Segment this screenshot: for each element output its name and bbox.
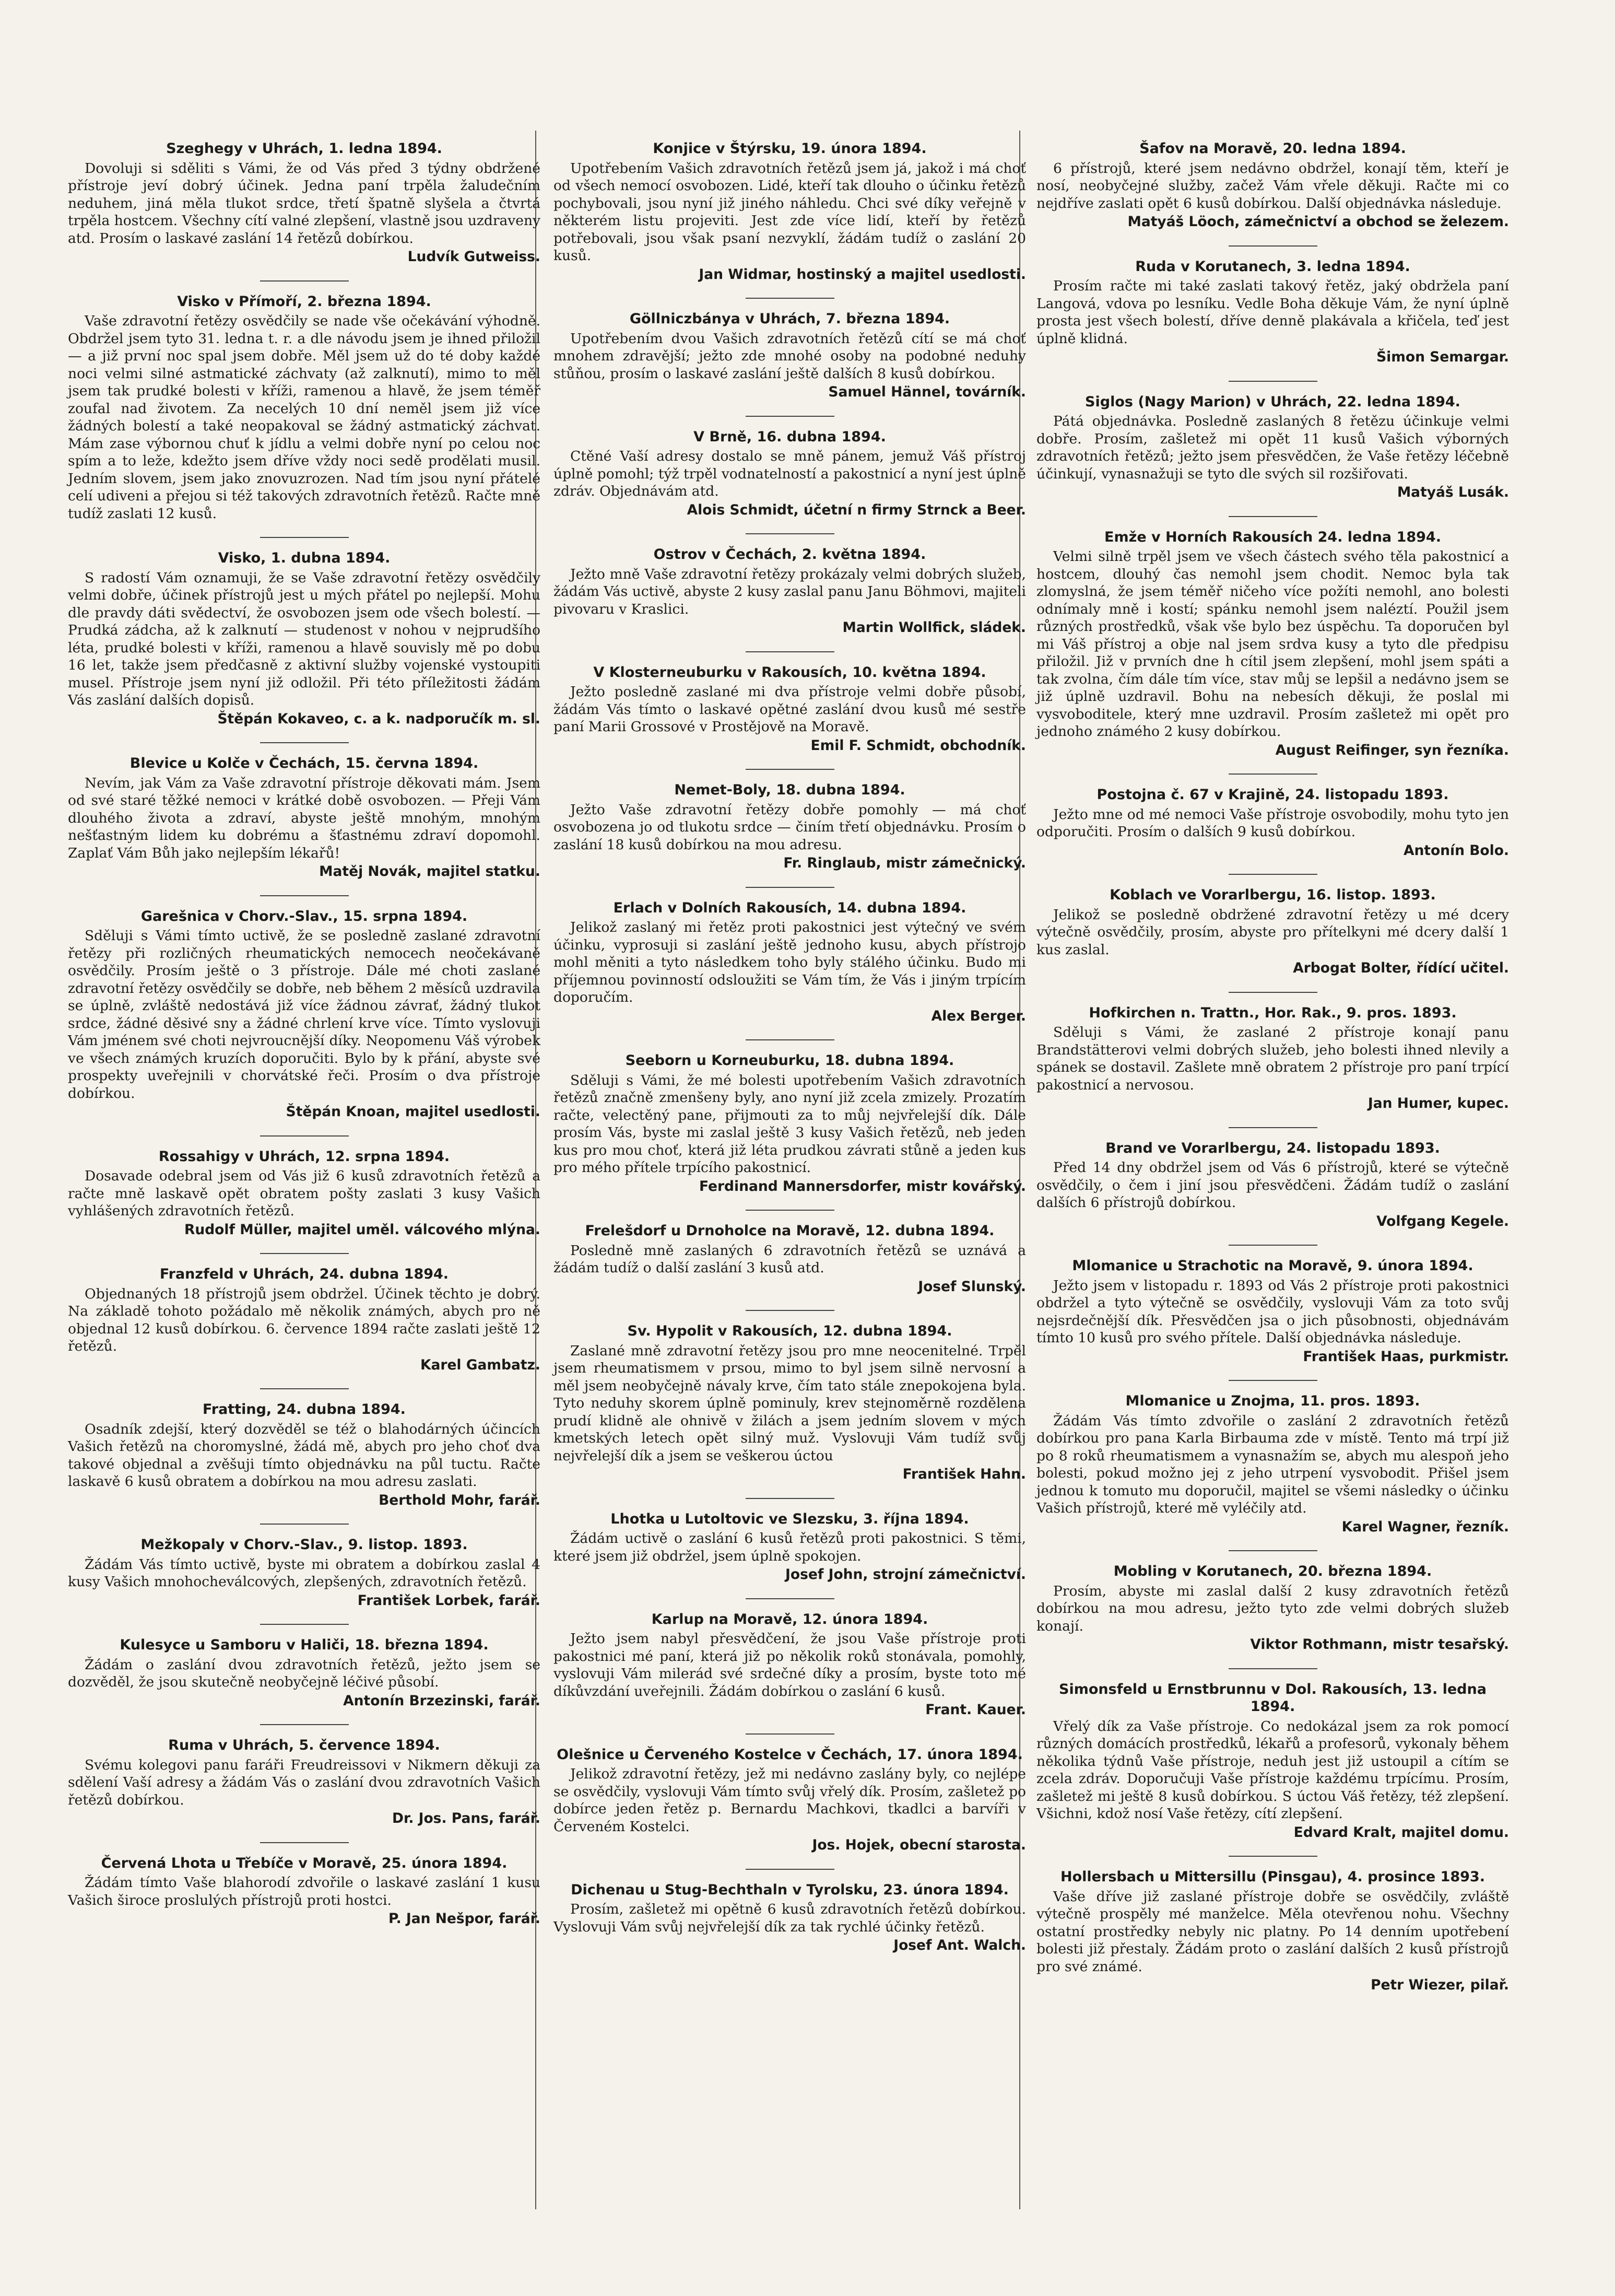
entry-heading: Kulesyce u Samboru v Haliči, 18. března 1894. [120,1637,489,1653]
entry-heading: Mežkopaly v Chorv.-Slav., 9. listop. 1893. [140,1537,468,1553]
entry-text: Vřelý dík za Vaše přístroje. Co nedokázal jsem za rok pomocí různých domácích prostředků, lékařů a profesorů, vykonaly během několika týdnů Vaše přístroje, neduh jest již ustoupil a cítím se zcela zdráv. Doporučuji Vaše přístroje každému trpícímu. Prosím, zašletež mi ještě 8 kusů dobírkou. S úctou Váš řetězy, též zlepšení. Všichni, kdož nosí Vaše řetězy, cítí zlepšení. [1036,1718,1509,1822]
entry-heading: Göllniczbánya v Uhrách, 7. března 1894. [629,311,950,327]
entry-text: Ježto mně Vaše zdravotní řetězy prokázaly velmi dobrých služeb, žádám Vás uctivě, abyste 2 kusy zaslal panu Janu Böhmovi, majiteli pivovaru v Kraslici. [553,566,1026,617]
entry-heading: Fratting, 24. dubna 1894. [203,1401,406,1418]
entry-signature: Štěpán Knoan, majitel usedlosti. [286,1104,540,1120]
entry-text: Vaše dříve již zaslané přístroje dobře se osvědčily, zvláště výtečně prospěly mé manželce. Měla otevřenou nohu. Všechny ostatní prostředky nebyly nic platny. Po 14 denním upotřebení bolesti již přestaly. Žádám proto o zaslání dalších 2 kusů přístrojů pro své známé. [1036,1888,1509,1975]
testimonial-entry [68,755,540,881]
entry-signature: Jan Humer, kupec. [1368,1095,1509,1111]
entry-divider [1229,1856,1317,1857]
testimonial-entry [1036,786,1509,859]
testimonial-entry [1036,1681,1509,1842]
entry-signature: Josef Slunský. [918,1278,1026,1295]
entry-heading: Olešnice u Červeného Kostelce v Čechách, 17. února 1894. [557,1746,1023,1763]
column-2 [553,140,1026,1969]
entry-divider [1229,381,1317,382]
entry-divider [260,1842,349,1843]
entry-text: Upotřebením Vašich zdravotních řetězů jsem já, jakož i má choť od všech nemocí osvobozen. Lidé, kteří tak dlouho o účinku řetězů pochybovali, jsou nyní již jiného náhledu. Chci své díky veřejně v některém listu projeviti. Jest zde více lidí, kteří by řetězů potřebovali, jsou však psaní nezvyklí, žádám tudíž o zaslání 20 kusů. [553,160,1026,264]
entry-text: Jelikož zaslaný mi řetěz proti pakostnici jest výtečný ve svém účinku, vyprosuji si zaslání ještě jednoho kusu, abych přístrojo mohl měniti a tyto následkem toho byly stálého účinku. Budo mi příjemnou povinností odsloužiti se Vám tím, že Vás i jiným trpícím doporučím. [553,919,1026,1005]
entry-signature: Edvard Kralt, majitel domu. [1293,1824,1509,1841]
entry-heading: Visko v Přímoří, 2. března 1894. [177,293,431,310]
entry-heading: Ruda v Korutanech, 3. ledna 1894. [1135,258,1410,275]
entry-signature: Berthold Mohr, farář. [379,1492,540,1508]
entry-signature: Arbogat Bolter, řídící učitel. [1293,960,1509,976]
entry-divider [1229,1380,1317,1381]
entry-heading: Lhotka u Lutoltovic ve Slezsku, 3. října 1894. [610,1510,969,1527]
entry-divider [746,1869,834,1870]
entry-divider [746,1598,834,1599]
entry-text: Ježto jsem v listopadu r. 1893 od Vás 2 přístroje proti pakostnici obdržel a tyto výtečně se osvědčily, vyslovuji Vám za toto svůj nejsrdečnější dík. Přesvědčen jsa o jich působnosti, objednávám tímto 10 kusů pro svého přítele. Další objednávka následuje. [1036,1277,1509,1346]
entry-text: Žádám Vás tímto zdvořile o zaslání 2 zdravotních řetězů dobírkou pro pana Karla Birbauma zde v místě. Tento má trpí již po 8 roků rheumatismem a vynasnažím se, abych mu alespoň jeho bolesti, pokud možno jej z jeho utrpení vysvobodit. Přišel jsem jednou k tomuto mu doporučil, majitel se všemi následky o účinku Vašich přístrojů, které mě vyléčily atd. [1036,1412,1509,1516]
entry-heading: Koblach ve Vorarlbergu, 16. listop. 1893. [1110,887,1436,903]
entry-divider [1229,1245,1317,1246]
entry-heading: V Klosterneuburku v Rakousích, 10. května 1894. [593,664,986,681]
testimonial-entry [553,899,1026,1025]
entry-divider [260,895,349,896]
testimonial-entry [553,428,1026,519]
entry-signature: Karel Wagner, řezník. [1341,1518,1509,1535]
entry-heading: Rossahigy v Uhrách, 12. srpna 1894. [158,1148,450,1165]
entry-heading: Siglos (Nagy Marion) v Uhrách, 22. ledna 1894. [1085,393,1460,410]
entry-text: Prosím, abyste mi zaslal další 2 kusy zdravotních řetězů dobírkou na mou adresu, ježto tyto zde velmi dobrých služeb konají. [1036,1583,1509,1634]
entry-divider [746,1210,834,1211]
testimonial-entry [68,1636,540,1709]
entry-heading: Frelešdorf u Drnoholce na Moravě, 12. dubna 1894. [585,1223,995,1239]
entry-heading: Hollersbach u Mittersillu (Pinsgau), 4. prosince 1893. [1060,1869,1485,1885]
entry-divider [746,1310,834,1311]
entry-divider [746,416,834,417]
testimonial-entry [1036,258,1509,366]
entry-signature: Fr. Ringlaub, mistr zámečnický. [783,855,1026,871]
entry-heading: Dichenau u Stug-Bechthaln v Tyrolsku, 23. února 1894. [571,1881,1009,1898]
entry-signature: Josef Ant. Walch. [893,1937,1026,1953]
entry-heading: V Brně, 16. dubna 1894. [693,428,886,445]
entry-divider [260,1388,349,1389]
testimonial-entry [553,1611,1026,1719]
testimonial-entry [553,1881,1026,1954]
entry-text: Žádám Vás tímto uctivě, byste mi obratem a dobírkou zaslal 4 kusy Vašich mnohocheválcových, zlepšených, zdravotních řetězů. [68,1556,540,1590]
entry-signature: František Lorbek, farář. [357,1592,540,1609]
testimonial-entry [1036,1392,1509,1536]
entry-text: Nevím, jak Vám za Vaše zdravotní přístroje děkovati mám. Jsem od své staré těžké nemoci v krátké době osvobozen. — Přeji Vám dlouhého života a zdraví, abyste ještě mnohým, mnohým nešťastným lidem ku dobrému a šťastnému zdraví dopomohl. Zaplať Vám Bůh jako nejlepším lékařů! [68,775,540,861]
entry-divider [1229,874,1317,875]
entry-text: 6 přístrojů, které jsem nedávno obdržel, konají těm, kteří je nosí, neobyčejné služby, začež Vám vřele děkuji. Račte mi co nejdříve zaslati opět 6 kusů dobírkou. Další objednávka následuje. [1036,160,1509,212]
entry-text: Jelikož zdravotní řetězy, jež mi nedávno zaslány byly, co nejlépe se osvědčily, vyslovuji Vám tímto svůj vřelý dík. Prosím, zašletež po dobírce jeden řetěz p. Bernardu Machkovi, tkadlci a barvíři v Červeném Kostelci. [553,1766,1026,1835]
entry-heading: Brand ve Vorarlbergu, 24. listopadu 1893. [1105,1140,1440,1156]
entry-signature: Dr. Jos. Pans, farář. [392,1810,540,1826]
testimonial-entry [68,140,540,266]
testimonial-entry [68,549,540,728]
entry-text: Vaše zdravotní řetězy osvědčily se nade vše očekávání výhodně. Obdržel jsem tyto 31. ledna t. r. a dle návodu jsem je ihned přiložil — a již první noc spal jsem dobře. Měl jsem už do té doby každé noci velmi silné astmatické záchvaty (až zalknutí), mimo to měl jsem tak prudké bolesti v kříži, ramenou a hlavě, že jsem téměř zoufal nad životem. Za necelých 10 dní neměl jsem již více žádných bolestí a také neopakoval se žádný astmatický záchvat. Mám zase výbornou chuť k jídlu a velmi dobře nyní po celou noc spím a to leže, kdežto jsem dříve vždy noci sedě prodělati musil. Jedním slovem, jsem jako znovuzrozen. Nad tím jsou nyní přátelé celí udiveni a přejou si též takových zdravotních řetězů. Račte mně tudíž zaslati 12 kusů. [68,313,540,522]
entry-signature: František Haas, purkmistr. [1303,1348,1509,1365]
entry-signature: Matyáš Löoch, zámečnictví a obchod se železem. [1127,214,1509,230]
entry-divider [746,298,834,299]
entry-divider [746,533,834,534]
entry-text: Ježto mne od mé nemoci Vaše přístroje osvobodily, mohu tyto jen odporučiti. Prosím o dalších 9 kusů dobírkou. [1036,806,1509,840]
entry-signature: Jos. Hojek, obecní starosta. [812,1837,1026,1853]
testimonial-entry [1036,1868,1509,1994]
entry-divider [746,1039,834,1040]
testimonial-entry [553,140,1026,283]
testimonial-entry [1036,1563,1509,1654]
entry-text: Objednaných 18 přístrojů jsem obdržel. Účinek těchto je dobrý. Na základě tohoto požádalo mě několik známých, abych pro ně objednal 12 kusů dobírkou. 6. července 1894 račte zaslati ještě 12 řetězů. [68,1285,540,1354]
entry-divider [260,742,349,743]
testimonial-entry [68,908,540,1121]
testimonial-entry [553,546,1026,637]
entry-text: Sděluji s Vámi, že mé bolesti upotřebením Vašich zdravotních řetězů značně zmenšeny byly, ano nyní již zcela zmizely. Prozatím račte, velectěný pane, přijmouti za to můj nejvřelejší dík. Dále prosím Vás, byste mi zaslal ještě 3 kusy Vašich řetězů, neb jeden kus pro mou choť, která již léta prudkou závrati stůně a jeden kus pro mého přítele trpícího pakostnicí. [553,1072,1026,1176]
entry-divider [260,1135,349,1137]
entry-heading: Visko, 1. dubna 1894. [218,550,391,566]
testimonial-entry [68,1536,540,1609]
entry-divider [746,1733,834,1735]
entry-divider [260,1253,349,1254]
entry-signature: Jan Widmar, hostinský a majitel usedlosti. [699,266,1026,283]
entry-text: Žádám tímto Vaše blahorodí zdvořile o laskavé zaslání 1 kusu Vašich široce proslulých přístrojů proti hostci. [68,1875,540,1908]
entry-signature: Frant. Kauer. [925,1702,1026,1718]
entry-divider [260,1624,349,1625]
entry-heading: Konjice v Štýrsku, 19. února 1894. [653,140,927,157]
entry-signature: August Reifinger, syn řezníka. [1275,742,1509,758]
testimonial-entry [68,1148,540,1239]
entry-text: Sděluji s Vámi tímto uctivě, že se posledně zaslané zdravotní řetězy při rozličných rheumatických nemocech neočekávaně osvědčily. Prosím ještě o 3 přístroje. Dále mé choti zaslané zdravotní řetězy osvědčily se dobře, neb během 2 měsíců uzdravila se úplně, zvláště nedostává již více žádnou závrať, žádný tlukot srdce, žádné děsivé sny a žádné chrlení krve více. Tímto vyslovuji Vám jménem své choti nejvroucnější díky. Neopomenu Váš výrobek ve všech známých kruzích doporučiti. Bylo by k přání, abyste své prospekty uveřejnili v chorvátské řeči. Prosím o dva přístroje dobírkou. [68,928,540,1102]
testimonial-entry [553,1510,1026,1584]
entry-divider [746,1498,834,1499]
entry-divider [1229,992,1317,993]
entry-text: Osadník zdejší, který dozvěděl se též o blahodárných účincích Vašich řetězů na choromyslné, žádá mě, abych pro jeho choť dva takové objednal a zvěšuji tímto objednávku na půl tuctu. Račte laskavě 6 kusů obratem a dobírkou na mou adresu zaslati. [68,1421,540,1490]
entry-signature: Samuel Hännel, továrník. [828,384,1026,400]
entry-text: Sděluji s Vámi, že zaslané 2 přístroje konají panu Brandstätterovi velmi dobrých služeb, jeho bolesti ihned nlevily a spánek se dostavil. Zašlete mně obratem 2 přístroje pro paní trpící pakostnicí a nervosou. [1036,1024,1509,1093]
entry-heading: Karlup na Moravě, 12. února 1894. [651,1611,928,1627]
entry-text: S radostí Vám oznamuji, že se Vaše zdravotní řetězy osvědčily velmi dobře, účinek přístrojů jest u mých přátel po nejlepší. Mohu dle pravdy dáti svědectví, že osvobozen jsem ode všech bolestí. — Prudká zádcha, až k zalknutí — studenost v nohou v nejprudšího léta, prudké bolesti v kříži, ramenou a hlavě souvisly mě po dobu 16 let, takže jsem předčasně z aktivní služby vojenské vystoupiti musel. Přístroje jsem nyní již odložil. Při této příležitosti žádám Vás zaslání dalších dopisů. [68,569,540,708]
testimonial-entry [553,781,1026,872]
entry-signature: Ludvík Gutweiss. [407,249,540,265]
testimonial-entry [553,1052,1026,1195]
entry-text: Ježto Vaše zdravotní řetězy dobře pomohly — má choť osvobozena jo od tlukotu srdce — činím třetí objednávku. Prosím o zaslání 18 kusů dobírkou na mou adresu. [553,801,1026,853]
entry-heading: Mobling v Korutanech, 20. března 1894. [1113,1563,1432,1579]
entry-signature: Matyáš Lusák. [1397,484,1509,500]
entry-heading: Ruma v Uhrách, 5. července 1894. [168,1737,440,1753]
entry-signature: Josef John, strojní zámečnictví. [785,1566,1026,1583]
entry-heading: Garešnica v Chorv.-Slav., 15. srpna 1894. [140,908,468,924]
entry-heading: Ostrov v Čechách, 2. května 1894. [653,546,926,563]
entry-text: Dosavade odebral jsem od Vás již 6 kusů zdravotních řetězů a račte mně laskavě opět obratem pošty zaslati 3 kusy Vašich vyhlášených zdravotních řetězů. [68,1168,540,1219]
entry-text: Upotřebením dvou Vašich zdravotních řetězů cítí se má choť mnohem zdravější; ježto zde mnohé osoby na podobné neduhy stůňou, prosím o laskavé zaslání ještě dalších 8 kusů dobírkou. [553,330,1026,382]
entry-signature: Antonín Brzezinski, farář. [343,1692,540,1709]
entry-signature: Viktor Rothmann, mistr tesařský. [1250,1636,1509,1653]
testimonial-entry [1036,529,1509,759]
testimonial-entry [1036,1140,1509,1231]
entry-text: Prosím, zašletež mi opětně 6 kusů zdravotních řetězů dobírkou. Vyslovuji Vám svůj nejvřelejší dík za tak rychlé účinky řetězů. [553,1901,1026,1935]
entry-divider [260,1524,349,1525]
testimonial-entry [68,1266,540,1374]
entry-heading: Červená Lhota u Třebíče v Moravě, 25. února 1894. [101,1855,508,1871]
entry-heading: Mlomanice u Strachotic na Moravě, 9. února 1894. [1072,1258,1473,1274]
entry-text: Jelikož se posledně obdržené zdravotní řetězy u mé dcery výtečně osvědčily, prosím, abyste pro přítelkyni mé dcery další 1 kus zaslal. [1036,906,1509,958]
testimonial-entry [553,1746,1026,1854]
entry-signature: Ferdinand Mannersdorfer, mistr kovářský. [699,1178,1026,1194]
testimonial-entry [1036,140,1509,231]
entry-text: Velmi silně trpěl jsem ve všech částech svého těla pakostnicí a hostcem, dlouhý čas nemohl jsem chodit. Nemoc byla tak zlomyslná, že jsem téměř ničeho více požíti nemohl, ano bolesti odnímaly mně i kostí; spánku nemohl jsem naléztí. Použil jsem různých prostředků, však vše bylo bez úspěchu. Ta doporučen byl mi Váš přístroj a obje nal jsem srdva kusy a tyto dle předpisu přiložil. Již v prvních dne h cítil jsem zlepšení, mohl jsem spáti a tak zvolna, čím dále tím více, stav můj se lepšil a nedávno jsem se již úplně uzdravil. Bohu na nebesích děkuji, že poslal mi vysvoboditele, který mne uzdravil. Prosím zašletež mi opět pro jednoho známého 2 kusy dobírkou. [1036,548,1509,740]
entry-signature: Emil F. Schmidt, obchodník. [810,737,1026,754]
entry-heading: Erlach v Dolních Rakousích, 14. dubna 1894. [613,899,966,916]
entry-signature: Matěj Novák, majitel statku. [319,863,540,880]
testimonial-entry [1036,886,1509,977]
entry-heading: Seeborn u Korneuburku, 18. dubna 1894. [625,1052,954,1069]
entry-text: Ctěné Vaší adresy dostalo se mně pánem, jemuž Váš přístroj úplně pomohl; týž trpěl vodnatelností a pakostnicí a nyní jest úplně zdráv. Objednávám atd. [553,448,1026,499]
testimonial-entry [1036,1257,1509,1365]
entry-text: Svému kolegovi panu faráři Freudreissovi v Nikmern děkuji za sdělení Vaší adresy a žádám Vás o zaslání dvou zdravotních Vašich řetězů dobírkou. [68,1756,540,1808]
entry-divider [1229,1668,1317,1669]
entry-heading: Mlomanice u Znojma, 11. pros. 1893. [1125,1393,1420,1409]
entry-heading: Sv. Hypolit v Rakousích, 12. dubna 1894. [627,1323,952,1339]
column-3 [1036,140,1509,2009]
testimonial-entry [68,1401,540,1509]
entry-divider [260,1724,349,1725]
entry-heading: Nemet-Boly, 18. dubna 1894. [674,782,905,798]
entry-divider [260,280,349,282]
entry-signature: František Hahn. [902,1466,1026,1482]
entry-signature: Martin Wollfick, sládek. [842,619,1026,636]
testimonial-entry [553,310,1026,401]
entry-divider [1229,516,1317,517]
entry-divider [260,537,349,538]
entry-signature: P. Jan Nešpor, farář. [388,1911,540,1927]
entry-signature: Rudolf Müller, majitel uměl. válcového mlýna. [184,1221,540,1238]
testimonial-entry [68,293,540,523]
entry-heading: Simonsfeld u Ernstbrunnu v Dol. Rakousích, 13. ledna 1894. [1059,1681,1487,1715]
entry-signature: Antonín Bolo. [1403,842,1509,859]
entry-signature: Šimon Semargar. [1376,349,1509,365]
entry-signature: Štěpán Kokaveo, c. a k. nadporučík m. sl. [217,710,540,727]
entry-heading: Blevice u Kolče v Čechách, 15. června 1894. [129,755,479,771]
entry-signature: Karel Gambatz. [420,1356,540,1373]
entry-divider [1229,1550,1317,1551]
entry-signature: Alois Schmidt, účetní n firmy Strnck a Beer. [687,501,1026,518]
entry-heading: Szeghegy v Uhrách, 1. ledna 1894. [166,140,442,157]
entry-divider [1229,774,1317,775]
column-1 [68,140,540,1942]
entry-text: Žádám uctivě o zaslání 6 kusů řetězů proti pakostnici. S těmi, které jsem již obdržel, jsem úplně spokojen. [553,1530,1026,1564]
entry-divider [1229,245,1317,247]
entry-heading: Postojna č. 67 v Krajině, 24. listopadu 1893. [1097,787,1449,803]
entry-text: Zaslané mně zdravotní řetězy jsou pro mne neocenitelné. Trpěl jsem rheumatismem v prsou, mimo to byl jsem silně nervosní a měl jsem neobyčejně návaly krve, čím tato stále znepokojena byla. Tyto neduhy skorem úplně pominuly, krev stejnoměrně rozdělena prudí klidně ale ohnivě v žilách a jsem jedním slovem v mých kmetských letech opět silný muž. Vyslovuji Vám tudíž svůj nejvřelejší dík a jsem se veškerou úctou [553,1342,1026,1464]
entry-text: Posledně mně zaslaných 6 zdravotních řetězů se uznává a žádám tudíž o další zaslání 3 kusů atd. [553,1242,1026,1276]
entry-text: Pátá objednávka. Posledně zaslaných 8 řetězu účinkuje velmi dobře. Prosím, zašletež mi opět 11 kusů Vašich výborných zdravotních řetězů; ježto jsem přesvědčen, že Vaše řetězy léčebně účinkují, vynasnažuji se tyto dle svých sil rozšiřovati. [1036,413,1509,482]
entry-divider [746,769,834,770]
testimonial-entry [553,1222,1026,1295]
testimonial-entry [68,1737,540,1828]
entry-signature: Alex Berger. [931,1008,1026,1024]
entry-divider [746,651,834,652]
entry-signature: Volfgang Kegele. [1376,1213,1509,1229]
entry-text: Prosím račte mi také zaslati takový řetěz, jaký obdržela paní Langová, vdova po lesníku. Vedle Boha děkuje Vám, že nyní úplně prosta jest všech bolestí, dříve denně plakávala a křičela, teď jest úplně klidná. [1036,278,1509,347]
entry-heading: Hofkirchen n. Trattn., Hor. Rak., 9. pros. 1893. [1089,1004,1457,1021]
testimonial-entry [68,1855,540,1928]
testimonial-entry [1036,393,1509,501]
testimonial-entry [553,1322,1026,1483]
entry-text: Před 14 dny obdržel jsem od Vás 6 přístrojů, které se výtečně osvědčily, o čem i jiní jsou přesvědčeni. Žádám tudíž o zaslání dalších 6 přístrojů dobírkou. [1036,1159,1509,1211]
testimonial-entry [1036,1004,1509,1112]
testimonial-entry [553,664,1026,755]
entry-heading: Šafov na Moravě, 20. ledna 1894. [1139,140,1406,157]
entry-text: Ježto posledně zaslané mi dva přístroje velmi dobře působí, žádám Vás tímto o laskavé opětné zaslání dvou kusů mé sestře paní Marii Grossové v Prostějově na Moravě. [553,684,1026,735]
entry-heading: Franzfeld v Uhrách, 24. dubna 1894. [159,1266,449,1282]
entry-divider [746,887,834,888]
entry-text: Ježto jsem nabyl přesvědčení, že jsou Vaše přístroje proti pakostnici mé paní, která již po několik roků stonávala, pomohly, vyslovuji Vám milerád své srdečné díky a prosím, byste toto mé díkůvzdání uveřejnili. Žádám dobírkou o zaslání 6 kusů. [553,1631,1026,1700]
entry-text: Dovoluji si sděliti s Vámi, že od Vás před 3 týdny obdržené přístroje jeví dobrý účinek. Jedna paní trpěla žaludečním neduhem, jiná měla tlukot srdce, třetí špatně slyšela a čtvrtá trpěla hostcem. Všechny cítí valné zlepšení, vlastně jsou uzdraveny atd. Prosím o laskavé zaslání 14 řetězů dobírkou. [68,160,540,247]
entry-signature: Petr Wiezer, pilař. [1371,1977,1509,1993]
entry-divider [1229,1127,1317,1128]
entry-heading: Emže v Horních Rakousích 24. ledna 1894. [1104,529,1441,545]
entry-text: Žádám o zaslání dvou zdravotních řetězů, ježto jsem se dozvěděl, že jsou skutečně neobyčejně léčivé působí. [68,1656,540,1690]
